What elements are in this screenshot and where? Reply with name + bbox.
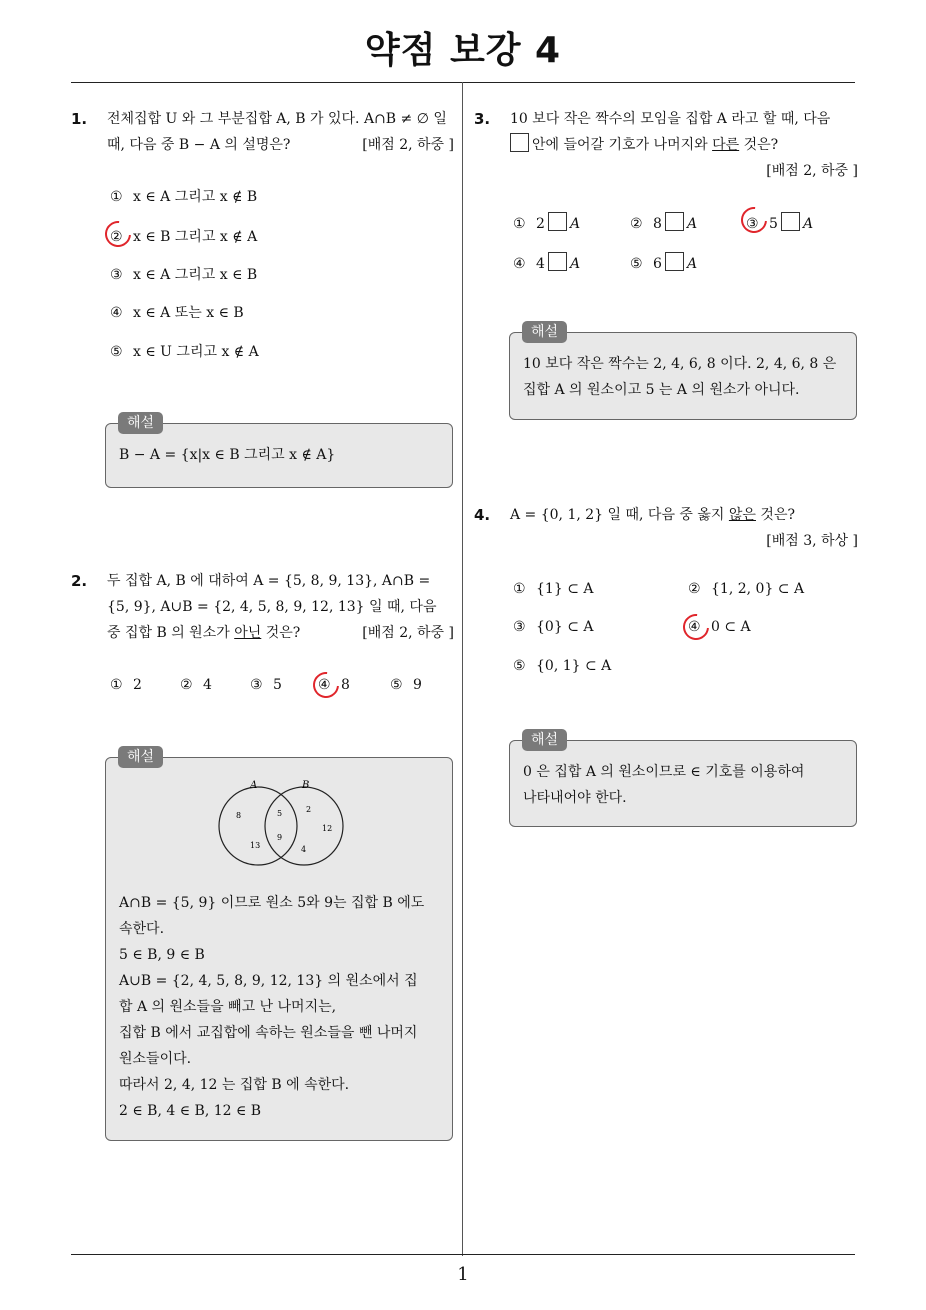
choice-mark: ② xyxy=(630,216,643,232)
explanation-text xyxy=(523,759,846,811)
question-number: 4. xyxy=(474,506,491,524)
blank-box xyxy=(665,252,684,271)
question-1 xyxy=(71,106,454,158)
explanation-line: 10 보다 작은 짝수는 2, 4, 6, 8 이다. 2, 4, 6, 8 은 xyxy=(523,356,837,372)
choice-right: A xyxy=(686,256,698,272)
choice-5[interactable] xyxy=(110,341,259,361)
explanation-line: 따라서 2, 4, 12 는 집합 B 에 속한다. xyxy=(119,1077,350,1093)
explanation-box xyxy=(105,415,453,488)
venn-diagram xyxy=(206,778,356,873)
choice-mark: ① xyxy=(110,677,123,693)
question-2 xyxy=(71,568,454,646)
choice-right: A xyxy=(802,216,814,232)
page-number: 1 xyxy=(457,1264,469,1285)
header-rule xyxy=(71,82,855,83)
explanation-line: 집합 B 에서 교집합에 속하는 원소들을 뺀 나머지 xyxy=(119,1025,418,1041)
choice-1[interactable] xyxy=(110,186,257,206)
choice-text: 0 ⊂ A xyxy=(711,619,751,635)
venn-element: 2 xyxy=(306,805,312,814)
choice-mark: ⑤ xyxy=(630,256,643,272)
blank-box xyxy=(548,212,567,231)
choice-mark: ① xyxy=(110,189,123,205)
choice-text: 5 xyxy=(273,677,282,693)
question-text-end: 것은? xyxy=(261,625,301,641)
choice-5[interactable] xyxy=(390,677,422,693)
choice-3[interactable] xyxy=(513,619,593,635)
explanation-line: 나타내어야 한다. xyxy=(523,790,627,806)
choice-5[interactable] xyxy=(513,658,611,674)
choice-left: 2 xyxy=(536,216,545,232)
explanation-line: 속한다. xyxy=(119,921,165,937)
explanation-box xyxy=(105,749,453,1141)
question-number: 1. xyxy=(71,110,88,128)
question-emphasis: 않은 xyxy=(728,507,756,523)
choice-mark: ④ xyxy=(318,677,331,693)
choice-mark: ③ xyxy=(110,267,123,283)
choice-text: 2 xyxy=(133,677,142,693)
question-emphasis: 다른 xyxy=(712,137,740,153)
score-label: [배점 2, 하중 ] xyxy=(362,625,454,641)
choice-mark: ⑤ xyxy=(513,658,526,674)
choice-text: {1} ⊂ A xyxy=(536,581,594,597)
choice-mark: ④ xyxy=(513,256,526,272)
explanation-label: 해설 xyxy=(118,746,163,768)
explanation-text: B − A = {x|x ∈ B 그리고 x ∉ A} xyxy=(119,447,336,463)
explanation-line: 집합 A 의 원소이고 5 는 A 의 원소가 아니다. xyxy=(523,382,800,398)
selected-answer-circle xyxy=(678,609,715,646)
choice-text: x ∈ A 또는 x ∈ B xyxy=(133,305,244,321)
explanation-line: A∩B = {5, 9} 이므로 원소 5와 9는 집합 B 에도 xyxy=(119,895,425,911)
choice-mark: ① xyxy=(513,216,526,232)
choice-text: x ∈ U 그리고 x ∉ A xyxy=(133,344,259,360)
blank-box xyxy=(548,252,567,271)
choice-2[interactable] xyxy=(180,677,212,693)
question-text: A = {0, 1, 2} 일 때, 다음 중 옳지 xyxy=(510,507,729,523)
explanation-text xyxy=(119,890,442,1124)
question-number: 3. xyxy=(474,110,491,128)
footer-rule xyxy=(71,1254,855,1255)
choice-mark: ③ xyxy=(746,216,759,232)
explanation-label: 해설 xyxy=(522,321,567,343)
explanation-line: 원소들이다. xyxy=(119,1051,192,1067)
explanation-line: 합 A 의 원소들을 빼고 난 나머지는, xyxy=(119,999,337,1015)
choice-5[interactable] xyxy=(630,252,697,272)
choice-4[interactable] xyxy=(513,252,580,272)
set-a-label: A xyxy=(250,780,258,791)
choice-2[interactable] xyxy=(688,581,804,597)
venn-element: 9 xyxy=(277,833,283,842)
choice-text: 8 xyxy=(341,677,350,693)
choice-text: {1, 2, 0} ⊂ A xyxy=(711,581,805,597)
choice-left: 6 xyxy=(653,256,662,272)
selected-answer-circle xyxy=(308,667,345,704)
choice-right: A xyxy=(569,256,581,272)
explanation-line: 5 ∈ B, 9 ∈ B xyxy=(119,947,205,963)
blank-box xyxy=(781,212,800,231)
question-text: 10 보다 작은 짝수의 모임을 집합 A 라고 할 때, 다음 xyxy=(510,111,831,127)
question-text-end: 것은? xyxy=(739,137,779,153)
venn-element: 8 xyxy=(236,811,242,820)
explanation-box xyxy=(509,732,857,827)
choice-4[interactable] xyxy=(110,302,244,322)
question-text-end: 것은? xyxy=(755,507,795,523)
explanation-text xyxy=(523,351,846,403)
explanation-line: 2 ∈ B, 4 ∈ B, 12 ∈ B xyxy=(119,1103,262,1119)
selected-answer-circle xyxy=(736,202,773,239)
choice-text: {0, 1} ⊂ A xyxy=(536,658,612,674)
choice-left: 8 xyxy=(653,216,662,232)
explanation-label: 해설 xyxy=(118,412,163,434)
venn-element: 4 xyxy=(301,845,307,854)
question-text: 안에 들어갈 기호가 나머지와 xyxy=(532,137,713,153)
question-emphasis: 아닌 xyxy=(234,625,262,641)
choice-3[interactable] xyxy=(250,677,282,693)
choice-right: A xyxy=(569,216,581,232)
blank-box xyxy=(510,133,529,152)
venn-element: 13 xyxy=(250,841,261,850)
score-label: [배점 3, 하상 ] xyxy=(766,533,858,549)
choice-3[interactable] xyxy=(110,264,257,284)
choice-right: A xyxy=(686,216,698,232)
choice-text: 4 xyxy=(203,677,212,693)
explanation-line: 0 은 집합 A 의 원소이므로 ∈ 기호를 이용하여 xyxy=(523,764,805,780)
set-b-label: B xyxy=(302,780,310,791)
score-label: [배점 2, 하중 ] xyxy=(362,137,454,153)
choice-1[interactable] xyxy=(110,677,142,693)
choice-mark: ② xyxy=(180,677,193,693)
choice-mark: ⑤ xyxy=(390,677,403,693)
choice-left: 4 xyxy=(536,256,545,272)
question-text: 두 집합 A, B 에 대하여 A = {5, 8, 9, 13}, A∩B = {5, 9}, A∪B = {2, 4, 5, 8, 9, 12, 13} 일 때, 다음 중 집합 B 의 원소가 xyxy=(107,573,437,641)
choice-text: x ∈ A 그리고 x ∈ B xyxy=(133,267,258,283)
choice-text: x ∈ B 그리고 x ∉ A xyxy=(133,229,258,245)
choice-text: 9 xyxy=(413,677,422,693)
choice-2[interactable] xyxy=(110,226,257,246)
question-text: 전체집합 U 와 그 부분집합 A, B 가 있다. A∩B ≠ ∅ 일 때, 다음 중 B − A 의 설명은? xyxy=(107,111,447,153)
explanation-line: A∪B = {2, 4, 5, 8, 9, 12, 13} 의 원소에서 집 xyxy=(119,973,418,989)
explanation-box xyxy=(509,324,857,420)
question-number: 2. xyxy=(71,572,88,590)
explanation-label: 해설 xyxy=(522,729,567,751)
choice-mark: ③ xyxy=(513,619,526,635)
choice-1[interactable] xyxy=(513,212,580,232)
choice-left: 5 xyxy=(769,216,778,232)
choice-text: x ∈ A 그리고 x ∉ B xyxy=(133,189,258,205)
question-3 xyxy=(474,106,858,184)
blank-box xyxy=(665,212,684,231)
choice-mark: ④ xyxy=(688,619,701,635)
set-a-circle xyxy=(219,787,297,865)
column-divider xyxy=(462,82,463,1256)
choice-1[interactable] xyxy=(513,581,593,597)
choice-mark: ② xyxy=(110,229,123,245)
choice-mark: ③ xyxy=(250,677,263,693)
page-title: 약점 보강 4 xyxy=(364,30,562,71)
choice-text: {0} ⊂ A xyxy=(536,619,594,635)
choice-2[interactable] xyxy=(630,212,697,232)
choice-mark: ② xyxy=(688,581,701,597)
venn-element: 12 xyxy=(322,824,333,833)
choice-mark: ⑤ xyxy=(110,344,123,360)
choice-mark: ④ xyxy=(110,305,123,321)
score-label: [배점 2, 하중 ] xyxy=(766,163,858,179)
venn-element: 5 xyxy=(277,809,283,818)
question-4 xyxy=(474,502,858,554)
selected-answer-circle xyxy=(100,216,137,253)
choice-mark: ① xyxy=(513,581,526,597)
